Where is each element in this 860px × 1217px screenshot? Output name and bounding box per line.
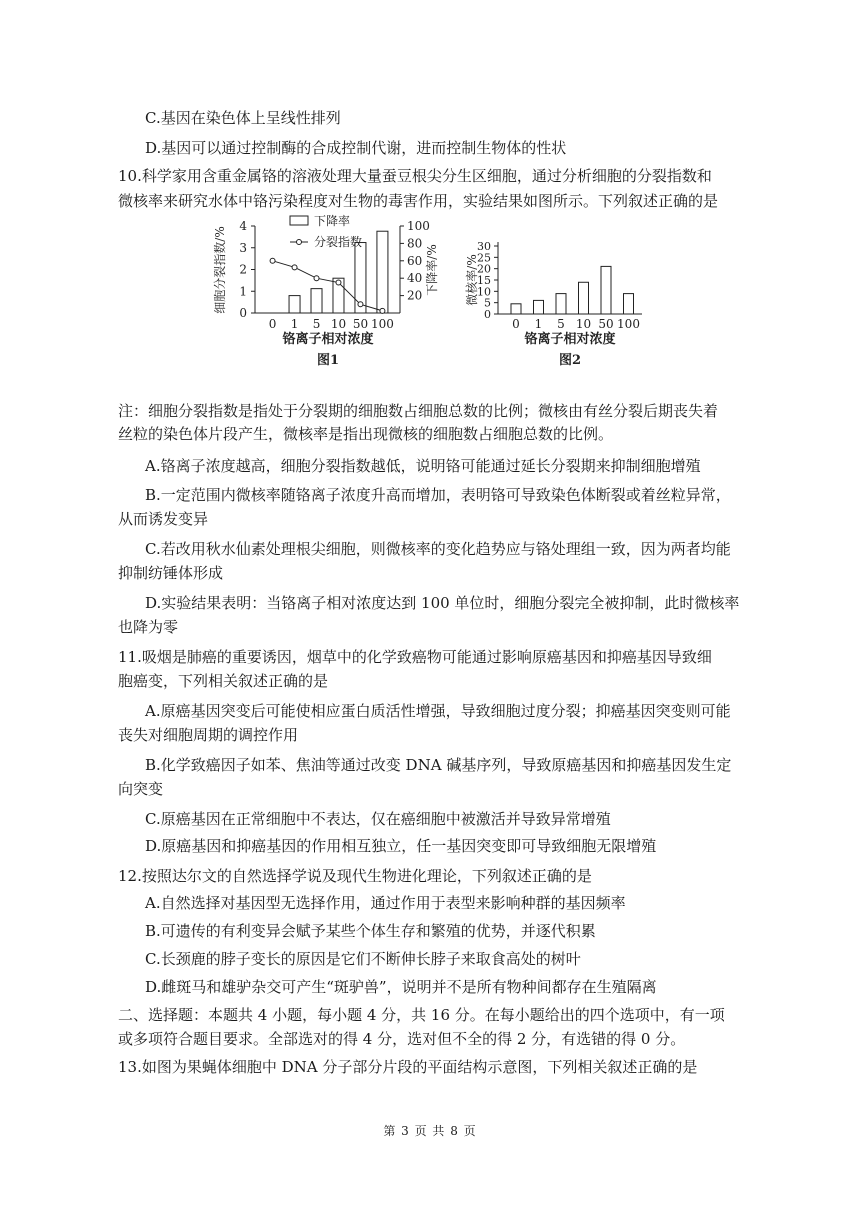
bar-micronucleus-rate [534, 300, 544, 314]
text-line: B.可遗传的有利变异会赋予某些个体生存和繁殖的优势，并逐代积累 [145, 922, 596, 940]
division-index-point [270, 258, 275, 263]
text-line: 11.吸烟是肺癌的重要诱因，烟草中的化学致癌物可能通过影响原癌基因和抑癌基因导致细 [118, 648, 712, 666]
y-right-tick-label: 60 [407, 253, 423, 268]
bar-micronucleus-rate [624, 294, 634, 314]
division-index-point [380, 308, 385, 313]
y-tick-label: 5 [484, 296, 491, 310]
figure-2-x-label: 铬离子相对浓度 [524, 332, 616, 347]
division-index-point [292, 265, 297, 270]
x-tick-label: 1 [534, 317, 543, 331]
bar-micronucleus-rate [601, 266, 611, 314]
text-line: 12.按照达尔文的自然选择学说及现代生物进化理论，下列叙述正确的是 [118, 867, 592, 885]
bar-micronucleus-rate [556, 294, 566, 314]
bar-decline-rate [377, 231, 388, 313]
x-tick-label: 5 [557, 317, 565, 331]
y-right-tick-label: 100 [407, 219, 430, 233]
y-right-tick-label: 40 [407, 271, 423, 286]
y-tick-label: 25 [477, 251, 491, 265]
division-index-point [336, 280, 341, 285]
question-10-stem-1: 10.科学家用含重金属铬的溶液处理大量蚕豆根尖分生区细胞，通过分析细胞的分裂指数和 [118, 167, 712, 185]
text-line: 注：细胞分裂指数是指处于分裂期的细胞数占细胞总数的比例；微核由有丝分裂后期丧失着 [118, 402, 719, 420]
text-line: D.雌斑马和雄驴杂交可产生“斑驴兽”，说明并不是所有物种间都存在生殖隔离 [145, 978, 657, 996]
x-tick-label: 10 [575, 317, 592, 331]
legend-bar-swatch [290, 216, 308, 225]
figure-2-chart [462, 236, 657, 371]
text-line: 胞癌变，下列相关叙述正确的是 [118, 672, 329, 690]
figure-1-y-left-label: 细胞分裂指数/% [213, 226, 227, 314]
x-tick-label: 50 [598, 317, 614, 331]
text-line: 或多项符合题目要求。全部选对的得 4 分，选对但不全的得 2 分，有选错的得 0 分。 [118, 1030, 686, 1048]
text-line: B.一定范围内微核率随铬离子浓度升高而增加，表明铬可导致染色体断裂或着丝粒异常， [145, 486, 731, 504]
text-line: A.铬离子浓度越高，细胞分裂指数越低，说明铬可能通过延长分裂期来抑制细胞增殖 [145, 457, 701, 475]
text-line: A.自然选择对基因型无选择作用，通过作用于表型来影响种群的基因频率 [145, 894, 626, 912]
text-line: C.原癌基因在正常细胞中不表达，仅在癌细胞中被激活并导致异常增殖 [145, 810, 611, 828]
y-left-tick-label: 4 [239, 219, 247, 233]
text-line: C.长颈鹿的脖子变长的原因是它们不断伸长脖子来取食高处的树叶 [145, 950, 581, 968]
page-footer: 第 3 页 共 8 页 [383, 1124, 477, 1138]
text-line: D.实验结果表明：当铬离子相对浓度达到 100 单位时，细胞分裂完全被抑制，此时微核率 [145, 594, 740, 612]
x-tick-label: 10 [330, 317, 347, 331]
x-tick-label: 5 [312, 317, 321, 331]
y-left-tick-label: 2 [239, 262, 247, 277]
y-right-tick-label: 20 [407, 288, 423, 303]
x-tick-label: 50 [352, 317, 369, 331]
x-tick-label: 100 [370, 317, 394, 331]
text-line: 向突变 [118, 780, 164, 798]
option-d-q9: D.基因可以通过控制酶的合成控制代谢，进而控制生物体的性状 [145, 139, 567, 157]
y-tick-label: 10 [477, 285, 491, 299]
x-tick-label: 0 [512, 317, 520, 331]
x-tick-label: 0 [268, 317, 277, 331]
text-line: 丧失对细胞周期的调控作用 [118, 726, 299, 744]
text-line: 抑制纺锤体形成 [118, 564, 224, 582]
y-left-tick-label: 3 [239, 240, 247, 255]
y-right-tick-label: 80 [407, 236, 423, 251]
bar-micronucleus-rate [511, 304, 521, 314]
figure-1-chart [210, 212, 455, 372]
text-line: A.原癌基因突变后可能使相应蛋白质活性增强，导致细胞过度分裂；抑癌基因突变则可能 [145, 702, 731, 720]
y-left-tick-label: 0 [239, 306, 247, 320]
text-line: 13.如图为果蝇体细胞中 DNA 分子部分片段的平面结构示意图，下列相关叙述正确的是 [118, 1058, 698, 1076]
text-line: 也降为零 [118, 618, 179, 636]
x-tick-label: 1 [290, 317, 299, 331]
bar-decline-rate [289, 296, 300, 313]
question-10-stem-2: 微核率来研究水体中铬污染程度对生物的毒害作用，实验结果如图所示。下列叙述正确的是 [118, 192, 719, 210]
legend-line-label: 分裂指数 [314, 235, 363, 249]
figure-2-y-label: 微核率/% [465, 254, 479, 306]
figure-1-x-label: 铬离子相对浓度 [282, 332, 374, 347]
text-line: 丝粒的染色体片段产生，微核率是指出现微核的细胞数占细胞总数的比例。 [118, 425, 614, 443]
text-line: 二、选择题：本题共 4 小题，每小题 4 分，共 16 分。在每小题给出的四个选项中，有一项 [118, 1006, 725, 1024]
legend-bar-label: 下降率 [314, 214, 351, 228]
division-index-point [358, 302, 363, 307]
x-tick-label: 100 [617, 317, 640, 331]
text-line: D.原癌基因和抑癌基因的作用相互独立，任一基因突变即可导致细胞无限增殖 [145, 837, 657, 855]
bar-micronucleus-rate [579, 282, 589, 314]
y-left-tick-label: 1 [239, 284, 247, 299]
text-line: B.化学致癌因子如苯、焦油等通过改变 DNA 碱基序列，导致原癌基因和抑癌基因发生定 [145, 756, 732, 774]
y-tick-label: 0 [484, 308, 491, 321]
figure-1-y-right-label: 下降率/% [425, 244, 439, 296]
figure-1-caption: 图1 [316, 353, 340, 368]
division-index-point [314, 276, 319, 281]
bar-decline-rate [311, 289, 322, 313]
text-line: 从而诱发变异 [118, 510, 209, 528]
text-line: C.若改用秋水仙素处理根尖细胞，则微核率的变化趋势应与铬处理组一致，因为两者均能 [145, 540, 731, 558]
y-tick-label: 20 [477, 262, 491, 276]
y-tick-label: 30 [477, 240, 491, 253]
option-c-q9: C.基因在染色体上呈线性排列 [145, 109, 341, 127]
figure-2-caption: 图2 [558, 353, 582, 368]
y-tick-label: 15 [477, 274, 491, 287]
